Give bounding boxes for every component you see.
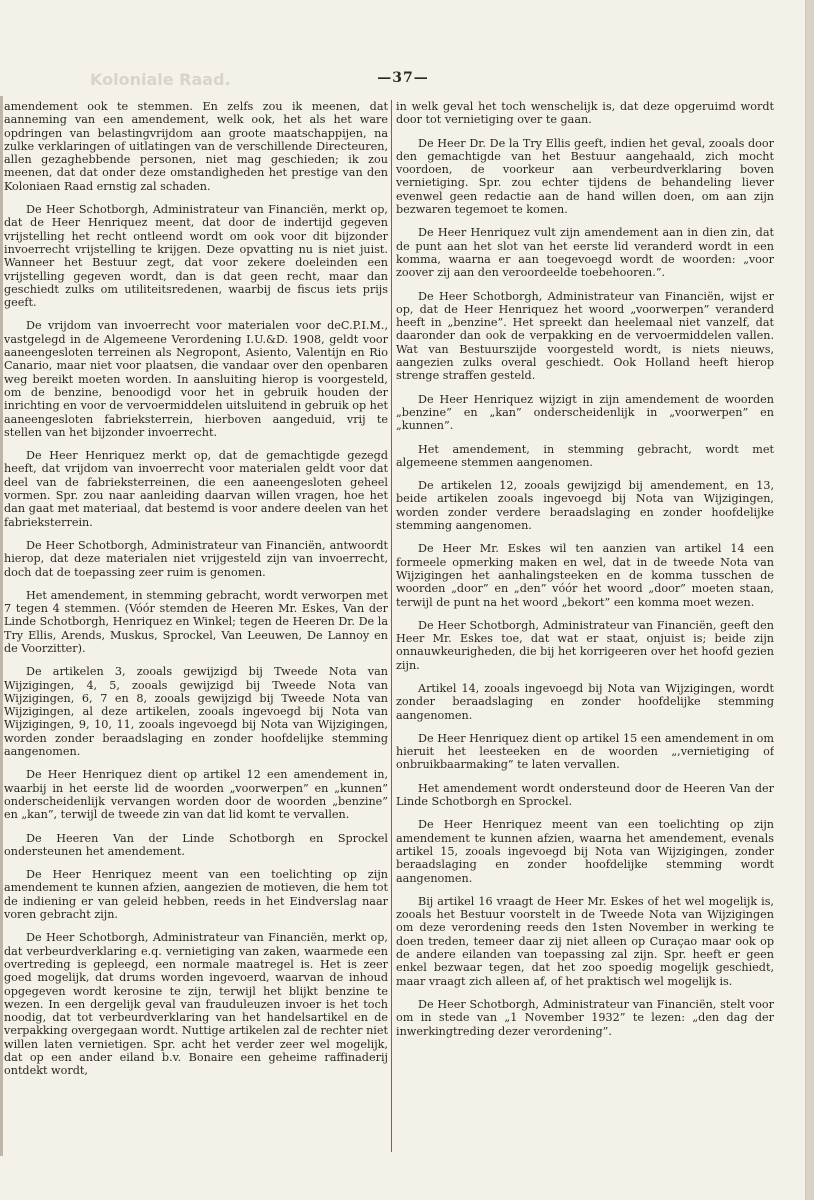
paragraph: De Heer Mr. Eskes wil ten aanzien van artikel 14 een formeele opmerking maken en wel, dat in de tweede Nota van Wijzigingen het aanhalingsteeken en de komma tusschen de woorden „door” en „den” vóór het woord „door” moeten staan, terwijl de punt na het woord „bekort” een komma moet wezen.	[396, 542, 774, 609]
paragraph: De Heer Henriquez dient op artikel 15 een amendement in om hieruit het leesteeken en de woorden „,vernietiging of onbruikbaarmaking” te laten vervallen.	[396, 731, 774, 772]
binding-margin	[0, 96, 3, 1156]
paragraph: De Heer Henriquez dient op artikel 12 een amendement in, waarbij in het eerste lid de woorden „voorwerpen” en „kunnen” onderscheidenlijk vervangen worden door de woorden „benzine” en „kan”, terwijl de tweede zin van dat lid komt te vervallen.	[4, 768, 388, 822]
paragraph: De Heer Henriquez wijzigt in zijn amendement de woorden „benzine” en „kan” onderscheidenlijk in „voorwerpen” en „kunnen”.	[396, 392, 774, 433]
paragraph: De Heer Schotborgh, Administrateur van Financiën, merkt op, dat de Heer Henriquez meent, dat door de indertijd gegeven vrijstelling het recht ontleend wordt om ook voor dit bijzonder invoerrecht vrijstelling te krijgen. Deze opvatting nu is niet juist. Wanneer het Bestuur zegt, dat voor zekere doeleinden een vrijstelling gegeven wordt, dan is dat geen recht, maar dan geschiedt zulks om utiliteitsredenen, waarbij de fiscus iets prijs geeft.	[4, 203, 388, 310]
paragraph: De Heer Schotborgh, Administrateur van Financiën, stelt voor om in stede van „1 November 1932” te lezen: „den dag der inwerkingtreding dezer verordening”.	[396, 997, 774, 1038]
paragraph: amendement ook te stemmen. En zelfs zou ik meenen, dat aanneming van een amendement, welk ook, het als het ware opdringen van belastingvrijdom aan groote maatschappijen, na zulke verklaringen of uitlatingen van de verschillende Directeuren, allen gezaghebbende personen, niet mag geschieden; ik zou meenen, dat dat onder deze omstandigheden het prestige van den Koloniaen Raad ernstig zal schaden.	[4, 100, 388, 193]
page-edge	[805, 0, 814, 1200]
right-column	[396, 100, 774, 1150]
paragraph: in welk geval het toch wenschelijk is, dat deze opgeruimd wordt door tot vernietiging over te gaan.	[396, 100, 774, 127]
paragraph: Het amendement, in stemming gebracht, wordt met algemeene stemmen aangenomen.	[396, 442, 774, 469]
paragraph: Het amendement wordt ondersteund door de Heeren Van der Linde Schotborgh en Sprockel.	[396, 781, 774, 809]
paragraph: De Heer Schotborgh, Administrateur van Financiën, wijst er op, dat de Heer Henriquez het woord „voorwerpen” veranderd heeft in „benzine”. Het spreekt dan heelemaal niet vanzelf, dat daaronder dan ook de verpakking en de vervoermiddelen vallen. Wat van Bestuurszijde voorgesteld wordt, is niets nieuws, aangezien zulks overal geschiedt. Ook Holland heeft hierop strenge straffen gesteld.	[396, 289, 774, 383]
page-number: —37—	[377, 70, 429, 86]
paragraph: De vrijdom van invoerrecht voor materialen voor deC.P.I.M., vastgelegd in de Algemeene Verordening I.U.&D. 1908, geldt voor aaneengesloten terreinen als Negropont, Asiento, Valentijn en Rio Canario, maar niet voor plaatsen, die vandaar over den openbaren weg bereikt moeten worden. In aansluiting hierop is voorgesteld, om de benzine, benoodigd voor het in gebruik houden der inrichting en voor de vervoermiddelen uitsluitend in gebruik op het aaneengesloten fabrieksterrein, hierboven aangeduid, vrij te stellen van het bijzonder invoerrecht.	[4, 319, 388, 439]
paragraph: De Heer Henriquez vult zijn amendement aan in dien zin, dat de punt aan het slot van het eerste lid veranderd wordt in een komma, waarna er aan toegevoegd wordt de woorden: „voor zoover zij aan den veroordeelde toebehooren.”.	[396, 226, 774, 280]
paragraph: De Heer Dr. De la Try Ellis geeft, indien het geval, zooals door den gemachtigde van het Bestuur aangehaald, zich mocht voordoen, de voorkeur aan verbeurdverklaring boven vernietiging. Spr. zou echter tijdens de behandeling liever evenwel geen redactie aan de hand willen doen, om aan zijn bezwaren tegemoet te komen.	[396, 136, 774, 217]
paragraph: De Heer Schotborgh, Administrateur van Financiën, merkt op, dat verbeurdverklaring e.q. vernietiging van zaken, waarmede een overtreding is gepleegd, een normale maatregel is. Het is zeer goed mogelijk, dat drums worden ingevoerd, waarvan de inhoud opgegeven wordt kerosine te zijn, terwijl het blijkt benzine te wezen. In een dergelijk geval van frauduleuzen invoer is het toch noodig, dat tot verbeurdverklaring van het handelsartikel en de verpakking overgegaan wordt. Nuttige artikelen zal de rechter niet willen laten vernietigen. Spr. acht het verder zeer wel mogelijk, dat op een ander eiland b.v. Bonaire een geheime raffinaderij ontdekt wordt,	[4, 931, 388, 1078]
paragraph: De artikelen 12, zooals gewijzigd bij amendement, en 13, beide artikelen zooals ingevoegd bij Nota van Wijzigingen, worden zonder verdere beraadslaging en zonder hoofdelijke stemming aangenomen.	[396, 479, 774, 533]
left-column	[4, 100, 388, 1150]
paragraph: De Heer Henriquez merkt op, dat de gemachtigde gezegd heeft, dat vrijdom van invoerrecht voor materialen geldt voor dat deel van de fabrieksterreinen, die een aaneengesloten geheel vormen. Spr. zou naar aanleiding daarvan willen vragen, hoe het dan gaat met materiaal, dat bestemd is voor andere deelen van het fabrieksterrein.	[4, 449, 388, 529]
paragraph: Artikel 14, zooals ingevoegd bij Nota van Wijzigingen, wordt zonder beraadslaging en zonder hoofdelijke stemming aangenomen.	[396, 681, 774, 722]
paragraph: De Heer Henriquez meent van een toelichting op zijn amendement te kunnen afzien, waarna het amendement, evenals artikel 15, zooals ingevoegd bij Nota van Wijzigingen, zonder beraadslaging en zonder hoofdelijke stemming wordt aangenomen.	[396, 818, 774, 885]
paragraph: De artikelen 3, zooals gewijzigd bij Tweede Nota van Wijzigingen, 4, 5, zooals gewijzigd bij Tweede Nota van Wijzigingen, 6, 7 en 8, zooals gewijzigd bij Tweede Nota van Wijzigingen, al deze artikelen, zooals ingevoegd bij Nota van Wijzigingen, 9, 10, 11, zooals ingevoegd bij Nota van Wijzigingen, worden zonder beraadslaging en zonder hoofdelijke stemming aangenomen.	[4, 665, 388, 759]
column-divider	[391, 100, 392, 1152]
paragraph: De Heer Schotborgh, Administrateur van Financiën, geeft den Heer Mr. Eskes toe, dat wat er staat, onjuist is; beide zijn onnauwkeurigheden, die bij het korrigeeren over het hoofd gezien zijn.	[396, 618, 774, 672]
paragraph: Bij artikel 16 vraagt de Heer Mr. Eskes of het wel mogelijk is, zooals het Bestuur voorstelt in de Tweede Nota van Wijzigingen om deze verordening reeds den 1sten November in werking te doen treden, temeer daar zij niet alleen op Curaçao maar ook op de andere eilanden van toepassing zal zijn. Spr. heeft er geen enkel bezwaar tegen, dat het zoo spoedig mogelijk geschiedt, maar vraagt zich alleen af, of het praktisch wel mogelijk is.	[396, 894, 774, 988]
paragraph: De Heer Henriquez meent van een toelichting op zijn amendement te kunnen afzien, aangezien de motieven, die hem tot de indiening er van geleid hebben, reeds in het Eindverslag naar voren gebracht zijn.	[4, 868, 388, 922]
paragraph: De Heer Schotborgh, Administrateur van Financiën, antwoordt hierop, dat deze materialen niet vrijgesteld zijn van invoerrecht, doch dat de toepassing zeer ruim is genomen.	[4, 538, 388, 579]
paragraph: Het amendement, in stemming gebracht, wordt verworpen met 7 tegen 4 stemmen. (Vóór stemden de Heeren Mr. Eskes, Van der Linde Schotborgh, Henriquez en Winkel; tegen de Heeren Dr. De la Try Ellis, Arends, Muskus, Sprockel, Van Leeuwen, De Lannoy en de Voorzitter).	[4, 588, 388, 655]
paragraph: De Heeren Van der Linde Schotborgh en Sprockel ondersteunen het amendement.	[4, 831, 388, 858]
watermark-title: Koloniale Raad.	[90, 70, 231, 89]
